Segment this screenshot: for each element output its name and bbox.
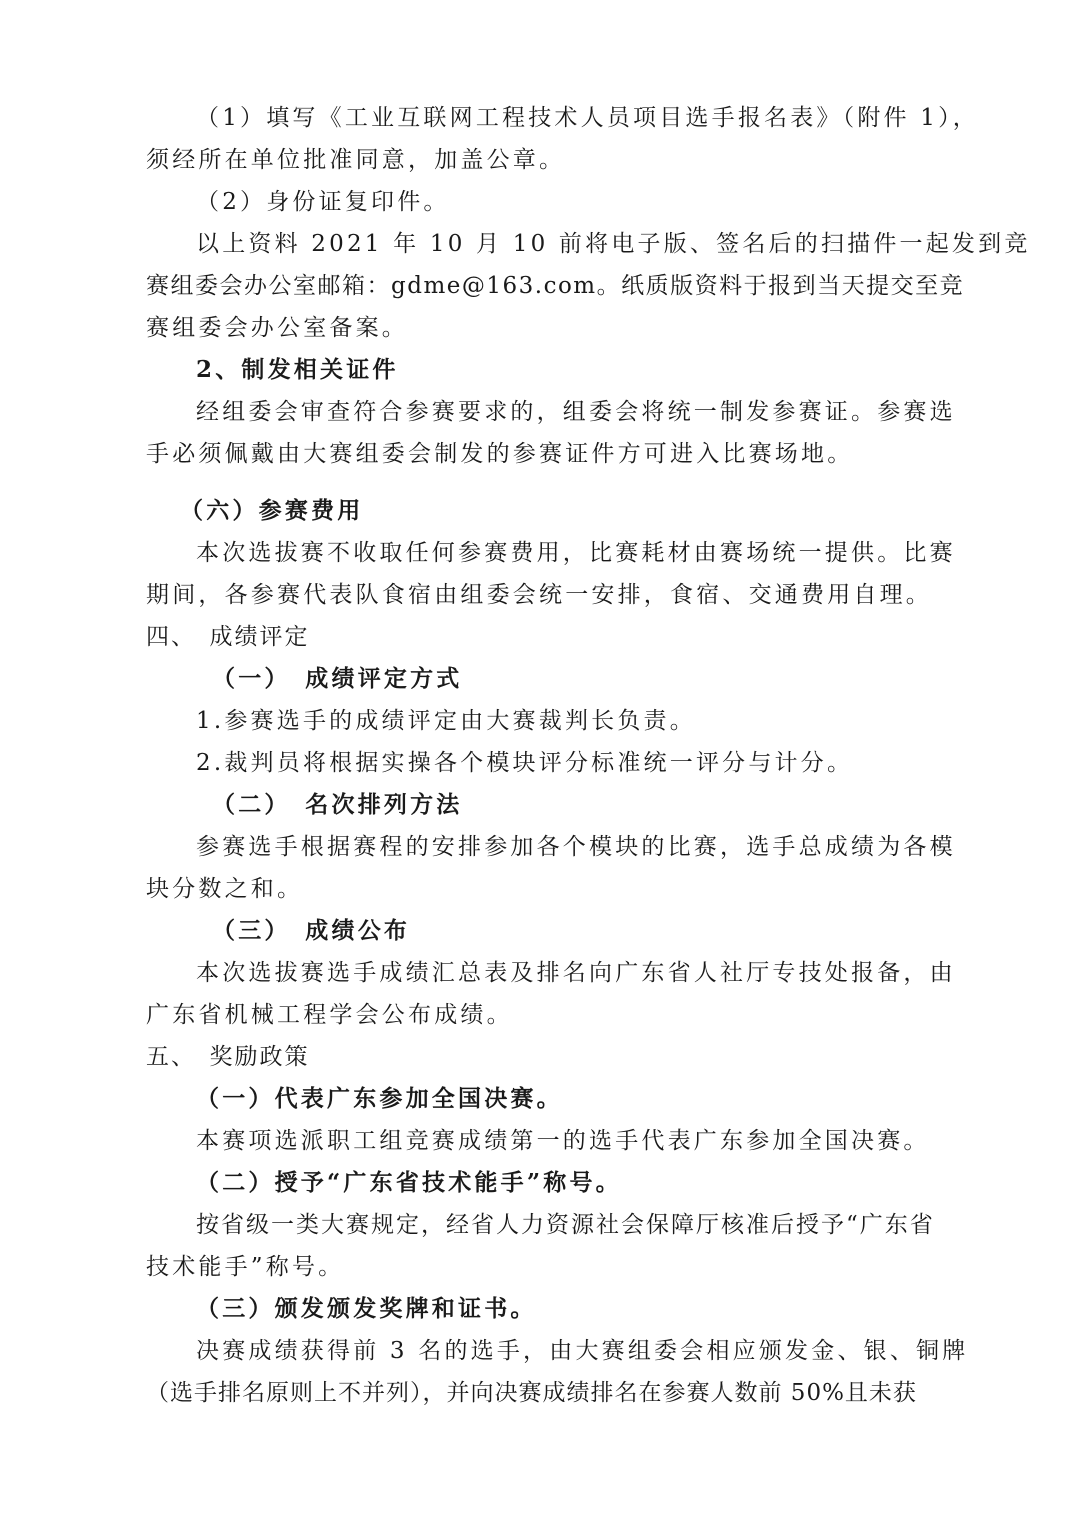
section-heading-national-final: （一）代表广东参加全国决赛。 — [196, 1085, 563, 1112]
technical-expert-paragraph-line-1: 按省级一类大赛规定，经省人力资源社会保障厅核准后授予“广东省 — [196, 1212, 935, 1238]
submission-paragraph-line-1: 以上资料 2021 年 10 月 10 前将电子版、签名后的扫描件一起发到竞 — [196, 231, 1031, 257]
fees-paragraph-line-1: 本次选拔赛不收取任何参赛费用，比赛耗材由赛场统一提供。比赛 — [196, 540, 956, 566]
medals-paragraph-line-2: （选手排名原则上不并列），并向决赛成绩排名在参赛人数前 50%且未获 — [146, 1380, 917, 1406]
ranking-paragraph-line-2: 块分数之和。 — [146, 876, 304, 902]
submission-paragraph-line-2: 赛组委会办公室邮箱：gdme@163.com。纸质版资料于报到当天提交至竞 — [146, 273, 965, 299]
registration-item-2: （2）身份证复印件。 — [196, 189, 450, 215]
results-paragraph-line-2: 广东省机械工程学会公布成绩。 — [146, 1002, 513, 1028]
section-heading-scoring-method: （一） 成绩评定方式 — [212, 665, 463, 692]
scoring-method-item-2: 2.裁判员将根据实操各个模块评分标准统一评分与计分。 — [196, 750, 854, 776]
registration-item-1-line-2: 须经所在单位批准同意，加盖公章。 — [146, 147, 566, 173]
registration-item-1-line-1: （1）填写《工业互联网工程技术人员项目选手报名表》（附件 1）， — [196, 105, 979, 131]
national-final-paragraph: 本赛项选派职工组竞赛成绩第一的选手代表广东参加全国决赛。 — [196, 1128, 930, 1154]
section-heading-medals: （三）颁发颁发奖牌和证书。 — [196, 1295, 537, 1322]
fees-paragraph-line-2: 期间，各参赛代表队食宿由组委会统一安排，食宿、交通费用自理。 — [146, 582, 932, 608]
results-paragraph-line-1: 本次选拔赛选手成绩汇总表及排名向广东省人社厅专技处报备，由 — [196, 960, 956, 986]
chapter-heading-awards: 五、 奖励政策 — [146, 1044, 310, 1070]
certificates-paragraph-line-1: 经组委会审查符合参赛要求的，组委会将统一制发参赛证。参赛选 — [196, 399, 956, 425]
medals-paragraph-line-1: 决赛成绩获得前 3 名的选手，由大赛组委会相应颁发金、银、铜牌 — [196, 1338, 969, 1364]
technical-expert-paragraph-line-2: 技术能手”称号。 — [146, 1254, 345, 1280]
section-heading-technical-expert: （二）授予“广东省技术能手”称号。 — [196, 1169, 622, 1196]
section-heading-certificates: 2、制发相关证件 — [196, 356, 399, 383]
scoring-method-item-1: 1.参赛选手的成绩评定由大赛裁判长负责。 — [196, 708, 696, 734]
section-heading-fees: （六）参赛费用 — [180, 497, 364, 524]
chapter-heading-scoring: 四、 成绩评定 — [146, 624, 310, 650]
section-heading-results: （三） 成绩公布 — [212, 917, 411, 944]
submission-paragraph-line-3: 赛组委会办公室备案。 — [146, 315, 408, 341]
section-heading-ranking: （二） 名次排列方法 — [212, 791, 463, 818]
ranking-paragraph-line-1: 参赛选手根据赛程的安排参加各个模块的比赛，选手总成绩为各模 — [196, 834, 956, 860]
certificates-paragraph-line-2: 手必须佩戴由大赛组委会制发的参赛证件方可进入比赛场地。 — [146, 441, 854, 467]
